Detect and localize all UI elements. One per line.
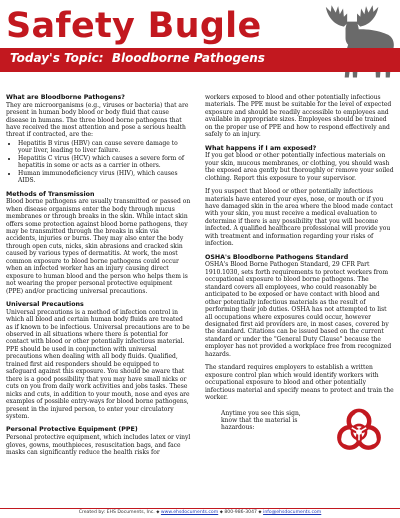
topic-heading bbox=[10, 51, 265, 65]
section-text: Personal protective equipment, which includes latex or vinyl gloves, gowns, mouthpieces, resuscitation bags, and face masks can significantly reduce the health risks for bbox=[6, 434, 191, 456]
pathogen-list bbox=[6, 140, 191, 185]
section-heading: What happens if I am exposed? bbox=[205, 144, 317, 152]
topic-banner bbox=[0, 48, 400, 72]
left-column bbox=[6, 94, 191, 462]
section-text: workers exposed to blood and other potentially infectious materials. The PPE must be suitable for the level of expected exposure and should be readily accessible to employees and available in appropriate sizes. Employees should be trained on the proper use of PPE and how to respond effectively and safely to an injury. bbox=[205, 94, 392, 139]
section-text: OSHA's Blood Borne Pathogen Standard, 29 CFR Part 1910.1030, sets forth requirements to protect workers from occupational exposure to blood borne pathogens. The standard covers all employees, who could reasonably be anticipated to be exposed or have contact with blood and other potentially infectious materials as the result of performing their job duties. OSHA has not attempted to list all occupations where exposures could occur, however designated first aid providers are, in most cases, covered by the standard. Citations can be issued based on the current standard or under the "General Duty Clause" because the employer has not provided a workplace free from recognized hazards. bbox=[205, 261, 392, 358]
footer-separator: ⬥ bbox=[258, 510, 262, 515]
section-text: Universal precautions is a method of infection control in which all blood and certain human body fluids are treated as if known to be infectious. Universal precautions are to be observed in all situations where there is potential for contact with blood or other potentially infectious material. PPE should be used in conjunction with universal precautions when dealing with all body fluids. Qualified, trained first aid responders should be equipped to safeguard against this exposure. You should be aware that there is a good possibility that you may have small nicks or cuts on you from daily work activities and jobs tasks. These nicks and cuts, in addition to your mouth, nose and eyes are examples of possible entry-ways for blood borne pathogens, present in the injured person, to enter your circulatory system. bbox=[6, 308, 190, 420]
list-item: • Human immunodeficiency virus (HIV), which causes AIDS. bbox=[18, 170, 191, 185]
hazard-callout bbox=[205, 408, 395, 468]
section-heading: OSHA's Bloodborne Pathogens Standard bbox=[205, 253, 349, 261]
topic-title: Bloodborne Pathogens bbox=[111, 51, 265, 65]
section-heading: Methods of Transmission bbox=[6, 190, 95, 198]
section-text: Blood borne pathogens are usually transmitted or passed on when disease organisms enter the body through mucus membranes or through breaks in the skin. While intact skin offers some protection against blood borne pathogens, they may be transmitted through the breaks in skin via accidents, injuries or burns. They may also enter the body through open cuts, nicks, skin abrasions and cracked skin caused by various types of dermatitis. At work, the most common exposure to blood borne pathogens could occur when an infected worker has an injury causing direct exposure to human blood and the person who helps them is not wearing the proper personal protective equipment (PPE) and/or practicing universal precautions. bbox=[6, 198, 191, 295]
newsletter-title: Safety Bugle bbox=[6, 6, 262, 46]
section-heading: Universal Precautions bbox=[6, 301, 84, 309]
footer-created-by: Created by: EHS Documents, Inc. bbox=[78, 510, 155, 515]
section-text: The standard requires employers to establish a written exposure control plan which would identify workers with occupational exposure to blood and other potentially infectious material and specify means to protect and train the worker. bbox=[205, 364, 394, 402]
hazard-text: Anytime you see this sign, know that the material is hazardous: bbox=[221, 409, 301, 432]
biohazard-icon bbox=[327, 400, 391, 464]
section-text: If you suspect that blood or other potentially infectious materials have entered your eyes, nose, or mouth or if you have damaged skin in the area where the blood made contact with your skin, you must receive a medical evaluation to determine if there is any possibility that you will become infected. A qualified healthcare professional will provide you with treatment and information regarding your risks of infection. bbox=[205, 188, 393, 248]
header bbox=[0, 0, 400, 86]
website-link[interactable]: www.ehsdocuments.com bbox=[160, 510, 219, 515]
topic-label: Today's Topic: bbox=[10, 51, 104, 65]
section-text: They are microorganisms (e.g., viruses or bacteria) that are present in human body blood or body fluid that cause disease in humans. The three blood borne pathogens that have received the most attention and pose a serious health threat if contracted, are the: bbox=[6, 101, 189, 139]
footer-phone: 800-986-3047 bbox=[224, 510, 257, 515]
right-column bbox=[205, 94, 395, 468]
email-link[interactable]: info@ehsdocuments.com bbox=[263, 510, 322, 515]
section-heading: What are Bloodborne Pathogens? bbox=[6, 94, 125, 101]
footer-separator: ⬥ bbox=[219, 510, 223, 515]
list-item: • Hepatitis C virus (HCV) which causes a severe form of hepatitis in some or acts as a carrier in others. bbox=[18, 155, 191, 170]
section-text: If you get blood or other potentially infectious materials on your skin, mucous membranes, or clothing, you should wash the exposed area gently but thoroughly or remove your soiled clothing. Report this exposure to your supervisor. bbox=[205, 152, 394, 182]
footer-separator: ⬥ bbox=[156, 510, 160, 515]
footer bbox=[0, 509, 400, 517]
section-heading: Personal Protective Equipment (PPE) bbox=[6, 426, 138, 434]
list-item: • Hepatitis B virus (HBV) can cause severe damage to your liver, leading to liver failure. bbox=[18, 140, 191, 155]
